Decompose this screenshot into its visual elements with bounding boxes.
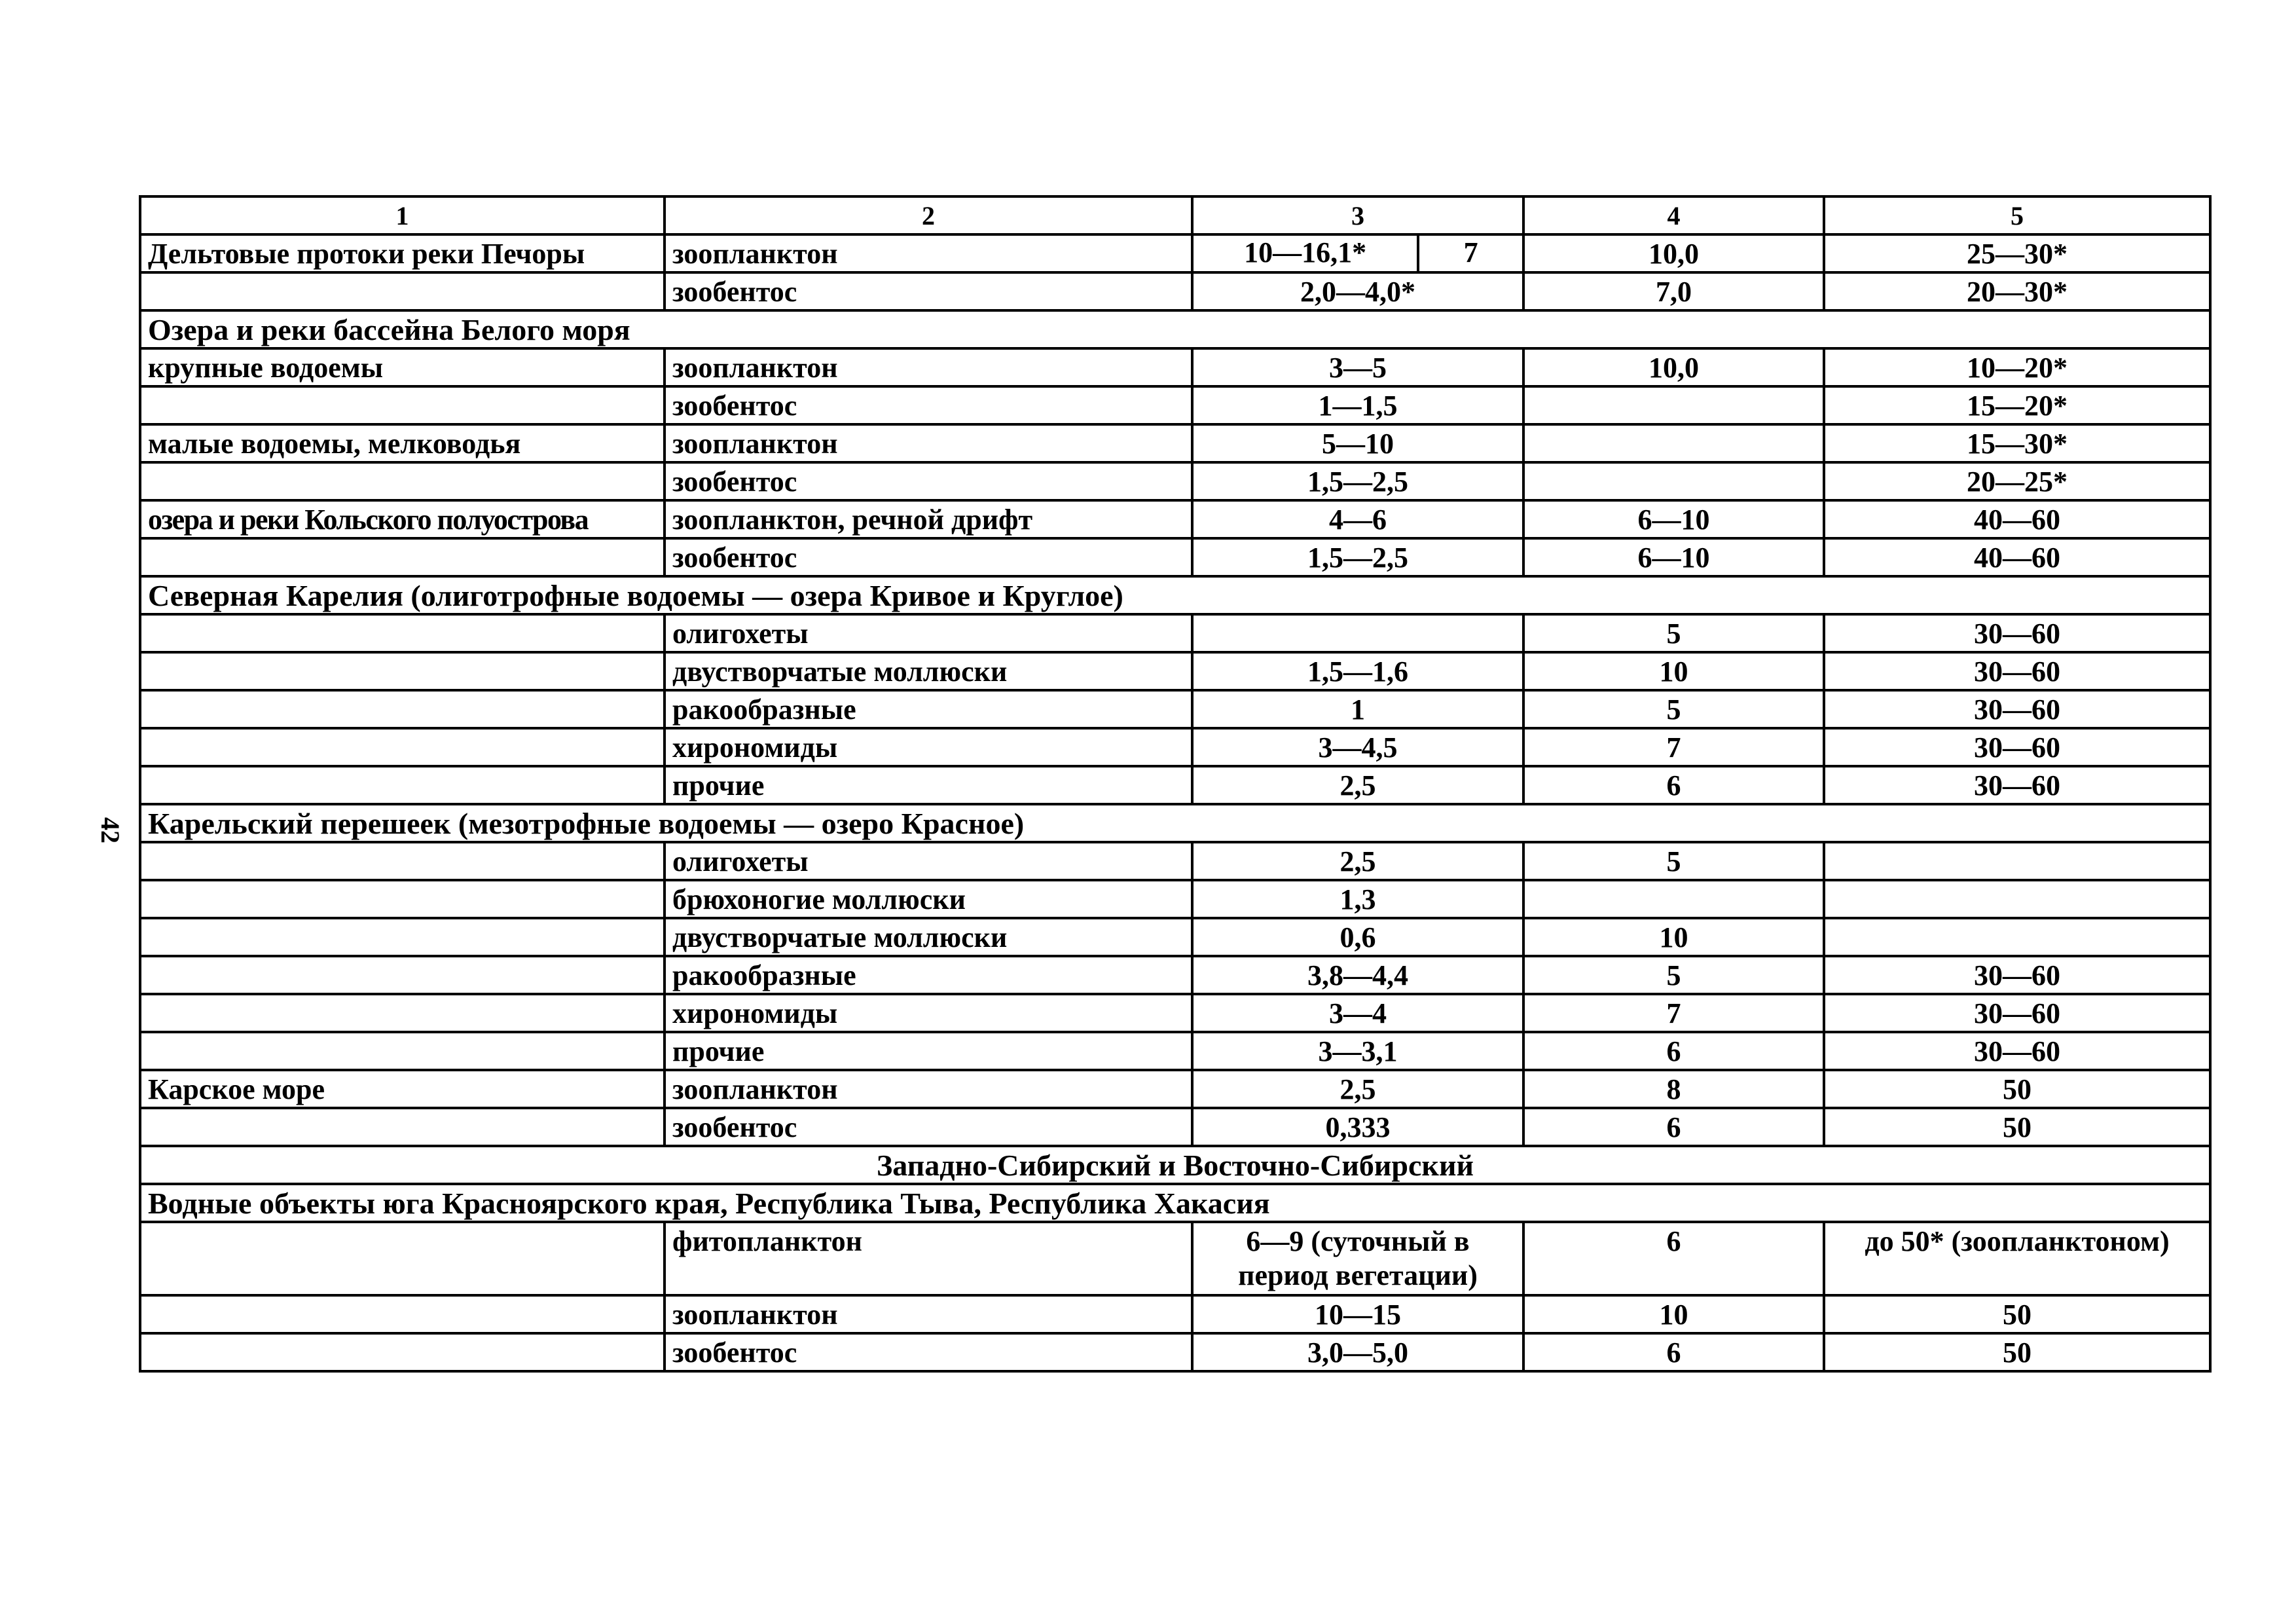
cell-col3-value: 10—16,1* [1194, 236, 1419, 271]
cell-col3: 1,5—2,5 [1192, 538, 1523, 576]
table-row [140, 614, 2210, 652]
cell-food-type: ракообразные [665, 690, 1192, 728]
cell-food-type: зоопланктон [665, 1070, 1192, 1108]
cell-col3: 3—4 [1192, 994, 1523, 1032]
cell-col4: 7 [1523, 994, 1824, 1032]
cell-col4: 10 [1523, 918, 1824, 956]
cell-col4: 8 [1523, 1070, 1824, 1108]
section-title: Северная Карелия (олиготрофные водоемы — озера Кривое и Круглое) [140, 576, 2210, 614]
cell-water-body: Дельтовые протоки реки Печоры [140, 234, 665, 272]
table-row [140, 690, 2210, 728]
cell-water-body [140, 1108, 665, 1146]
cell-food-type: ракообразные [665, 956, 1192, 994]
cell-col3: 3—5 [1192, 348, 1523, 386]
data-table [139, 195, 2212, 1373]
cell-food-type: олигохеты [665, 842, 1192, 880]
cell-food-type: зообентос [665, 462, 1192, 500]
table-row [140, 1070, 2210, 1108]
cell-col5: 15—20* [1824, 386, 2210, 424]
cell-col4: 6 [1523, 1333, 1824, 1371]
cell-col3: 1 [1192, 690, 1523, 728]
section-row [140, 310, 2210, 348]
cell-col5: 30—60 [1824, 956, 2210, 994]
cell-col5: 50 [1824, 1333, 2210, 1371]
cell-food-type: зоопланктон [665, 348, 1192, 386]
cell-col3: 1,5—2,5 [1192, 462, 1523, 500]
cell-col3: 10—15 [1192, 1295, 1523, 1333]
cell-col4: 10 [1523, 652, 1824, 690]
cell-water-body [140, 690, 665, 728]
cell-col3: 3,0—5,0 [1192, 1333, 1523, 1371]
cell-col5: 20—25* [1824, 462, 2210, 500]
section-title: Карельский перешеек (мезотрофные водоемы — озеро Красное) [140, 804, 2210, 842]
cell-col4: 5 [1523, 842, 1824, 880]
cell-water-body [140, 462, 665, 500]
cell-col5: 15—30* [1824, 424, 2210, 462]
cell-water-body [140, 1295, 665, 1333]
cell-col4: 6—10 [1523, 500, 1824, 538]
cell-water-body [140, 1032, 665, 1070]
cell-water-body [140, 614, 665, 652]
cell-col4: 6 [1523, 1032, 1824, 1070]
cell-water-body: малые водоемы, мелководья [140, 424, 665, 462]
cell-col4: 10,0 [1523, 348, 1824, 386]
section-title: Озера и реки бассейна Белого моря [140, 310, 2210, 348]
cell-food-type: двустворчатые моллюски [665, 652, 1192, 690]
cell-col3: 1—1,5 [1192, 386, 1523, 424]
table-row [140, 994, 2210, 1032]
cell-water-body [140, 1222, 665, 1295]
cell-col4: 7 [1523, 728, 1824, 766]
cell-col5: 50 [1824, 1295, 2210, 1333]
cell-col3: 3—3,1 [1192, 1032, 1523, 1070]
cell-col4: 6 [1523, 1222, 1824, 1295]
table-row [140, 348, 2210, 386]
cell-food-type: зоопланктон, речной дрифт [665, 500, 1192, 538]
cell-col3: 0,6 [1192, 918, 1523, 956]
table-row [140, 842, 2210, 880]
cell-col3 [1192, 614, 1523, 652]
cell-col3: 0,333 [1192, 1108, 1523, 1146]
cell-col5: 25—30* [1824, 234, 2210, 272]
cell-col4: 10 [1523, 1295, 1824, 1333]
cell-food-type: хирономиды [665, 994, 1192, 1032]
table-row [140, 728, 2210, 766]
cell-col4 [1523, 880, 1824, 918]
table-row [140, 1222, 2210, 1295]
cell-col4: 6 [1523, 766, 1824, 804]
cell-food-type: двустворчатые моллюски [665, 918, 1192, 956]
col-header-2: 2 [665, 196, 1192, 234]
cell-water-body [140, 652, 665, 690]
table-row [140, 1032, 2210, 1070]
cell-food-type: прочие [665, 766, 1192, 804]
table-row [140, 424, 2210, 462]
cell-col3-split [1192, 234, 1523, 272]
cell-food-type: зообентос [665, 1108, 1192, 1146]
cell-food-type: фитопланктон [665, 1222, 1192, 1295]
cell-food-type: зообентос [665, 538, 1192, 576]
cell-col5 [1824, 842, 2210, 880]
table-row [140, 386, 2210, 424]
cell-col5: 40—60 [1824, 538, 2210, 576]
cell-col4 [1523, 386, 1824, 424]
col-header-4: 4 [1523, 196, 1824, 234]
cell-food-type: зообентос [665, 1333, 1192, 1371]
cell-water-body: крупные водоемы [140, 348, 665, 386]
section-row [140, 576, 2210, 614]
table-row [140, 880, 2210, 918]
cell-col3: 1,5—1,6 [1192, 652, 1523, 690]
cell-food-type: зообентос [665, 272, 1192, 310]
cell-water-body: озера и реки Кольского полуострова [140, 500, 665, 538]
section-title: Водные объекты юга Красноярского края, Республика Тыва, Республика Хакасия [140, 1184, 2210, 1222]
header-row [140, 196, 2210, 234]
col-header-1: 1 [140, 196, 665, 234]
cell-col5 [1824, 880, 2210, 918]
cell-col5: 30—60 [1824, 1032, 2210, 1070]
cell-col5: до 50* (зоопланктоном) [1824, 1222, 2210, 1295]
cell-water-body [140, 272, 665, 310]
cell-water-body [140, 386, 665, 424]
cell-col4: 10,0 [1523, 234, 1824, 272]
cell-food-type: зоопланктон [665, 234, 1192, 272]
cell-water-body [140, 766, 665, 804]
cell-col3: 3—4,5 [1192, 728, 1523, 766]
cell-water-body [140, 918, 665, 956]
cell-col5: 30—60 [1824, 690, 2210, 728]
cell-food-type: зоопланктон [665, 1295, 1192, 1333]
cell-col4: 7,0 [1523, 272, 1824, 310]
cell-water-body [140, 1333, 665, 1371]
cell-water-body [140, 880, 665, 918]
cell-food-type: зообентос [665, 386, 1192, 424]
table-row [140, 956, 2210, 994]
table-row [140, 1108, 2210, 1146]
cell-col3: 6—9 (суточный в период вегетации) [1192, 1222, 1523, 1295]
table-row [140, 538, 2210, 576]
cell-col3: 3,8—4,4 [1192, 956, 1523, 994]
page-number: 42 [96, 817, 125, 843]
section-row [140, 1184, 2210, 1222]
table-row [140, 462, 2210, 500]
cell-food-type: олигохеты [665, 614, 1192, 652]
cell-col4 [1523, 424, 1824, 462]
table-row [140, 652, 2210, 690]
cell-col5: 50 [1824, 1070, 2210, 1108]
cell-food-type: брюхоногие моллюски [665, 880, 1192, 918]
col-header-3: 3 [1192, 196, 1523, 234]
cell-col4: 6—10 [1523, 538, 1824, 576]
cell-col5: 10—20* [1824, 348, 2210, 386]
cell-col4: 6 [1523, 1108, 1824, 1146]
region-heading-row [140, 1146, 2210, 1184]
cell-col4: 5 [1523, 614, 1824, 652]
table-row [140, 234, 2210, 272]
cell-water-body [140, 538, 665, 576]
table-row [140, 918, 2210, 956]
cell-col5: 30—60 [1824, 652, 2210, 690]
cell-col5 [1824, 918, 2210, 956]
cell-water-body [140, 842, 665, 880]
cell-col5: 40—60 [1824, 500, 2210, 538]
cell-col3: 2,0—4,0* [1192, 272, 1523, 310]
cell-col4 [1523, 462, 1824, 500]
region-heading: Западно-Сибирский и Восточно-Сибирский [140, 1146, 2210, 1184]
cell-food-type: прочие [665, 1032, 1192, 1070]
cell-col3: 2,5 [1192, 842, 1523, 880]
cell-food-type: зоопланктон [665, 424, 1192, 462]
cell-col5: 50 [1824, 1108, 2210, 1146]
cell-col3: 2,5 [1192, 766, 1523, 804]
cell-col5: 30—60 [1824, 994, 2210, 1032]
cell-water-body [140, 956, 665, 994]
cell-col5: 30—60 [1824, 614, 2210, 652]
cell-col3: 1,3 [1192, 880, 1523, 918]
cell-water-body [140, 994, 665, 1032]
cell-col5: 30—60 [1824, 728, 2210, 766]
table-row [140, 272, 2210, 310]
col-header-5: 5 [1824, 196, 2210, 234]
cell-col4: 5 [1523, 956, 1824, 994]
cell-col4: 5 [1523, 690, 1824, 728]
cell-col3: 2,5 [1192, 1070, 1523, 1108]
cell-col5: 20—30* [1824, 272, 2210, 310]
table-row [140, 1333, 2210, 1371]
cell-water-body: Карское море [140, 1070, 665, 1108]
table-row [140, 766, 2210, 804]
cell-col5: 30—60 [1824, 766, 2210, 804]
cell-water-body [140, 728, 665, 766]
cell-food-type: хирономиды [665, 728, 1192, 766]
section-row [140, 804, 2210, 842]
cell-col3: 4—6 [1192, 500, 1523, 538]
table-row [140, 500, 2210, 538]
table-row [140, 1295, 2210, 1333]
cell-col3: 5—10 [1192, 424, 1523, 462]
cell-col3-extra: 7 [1463, 236, 1478, 268]
